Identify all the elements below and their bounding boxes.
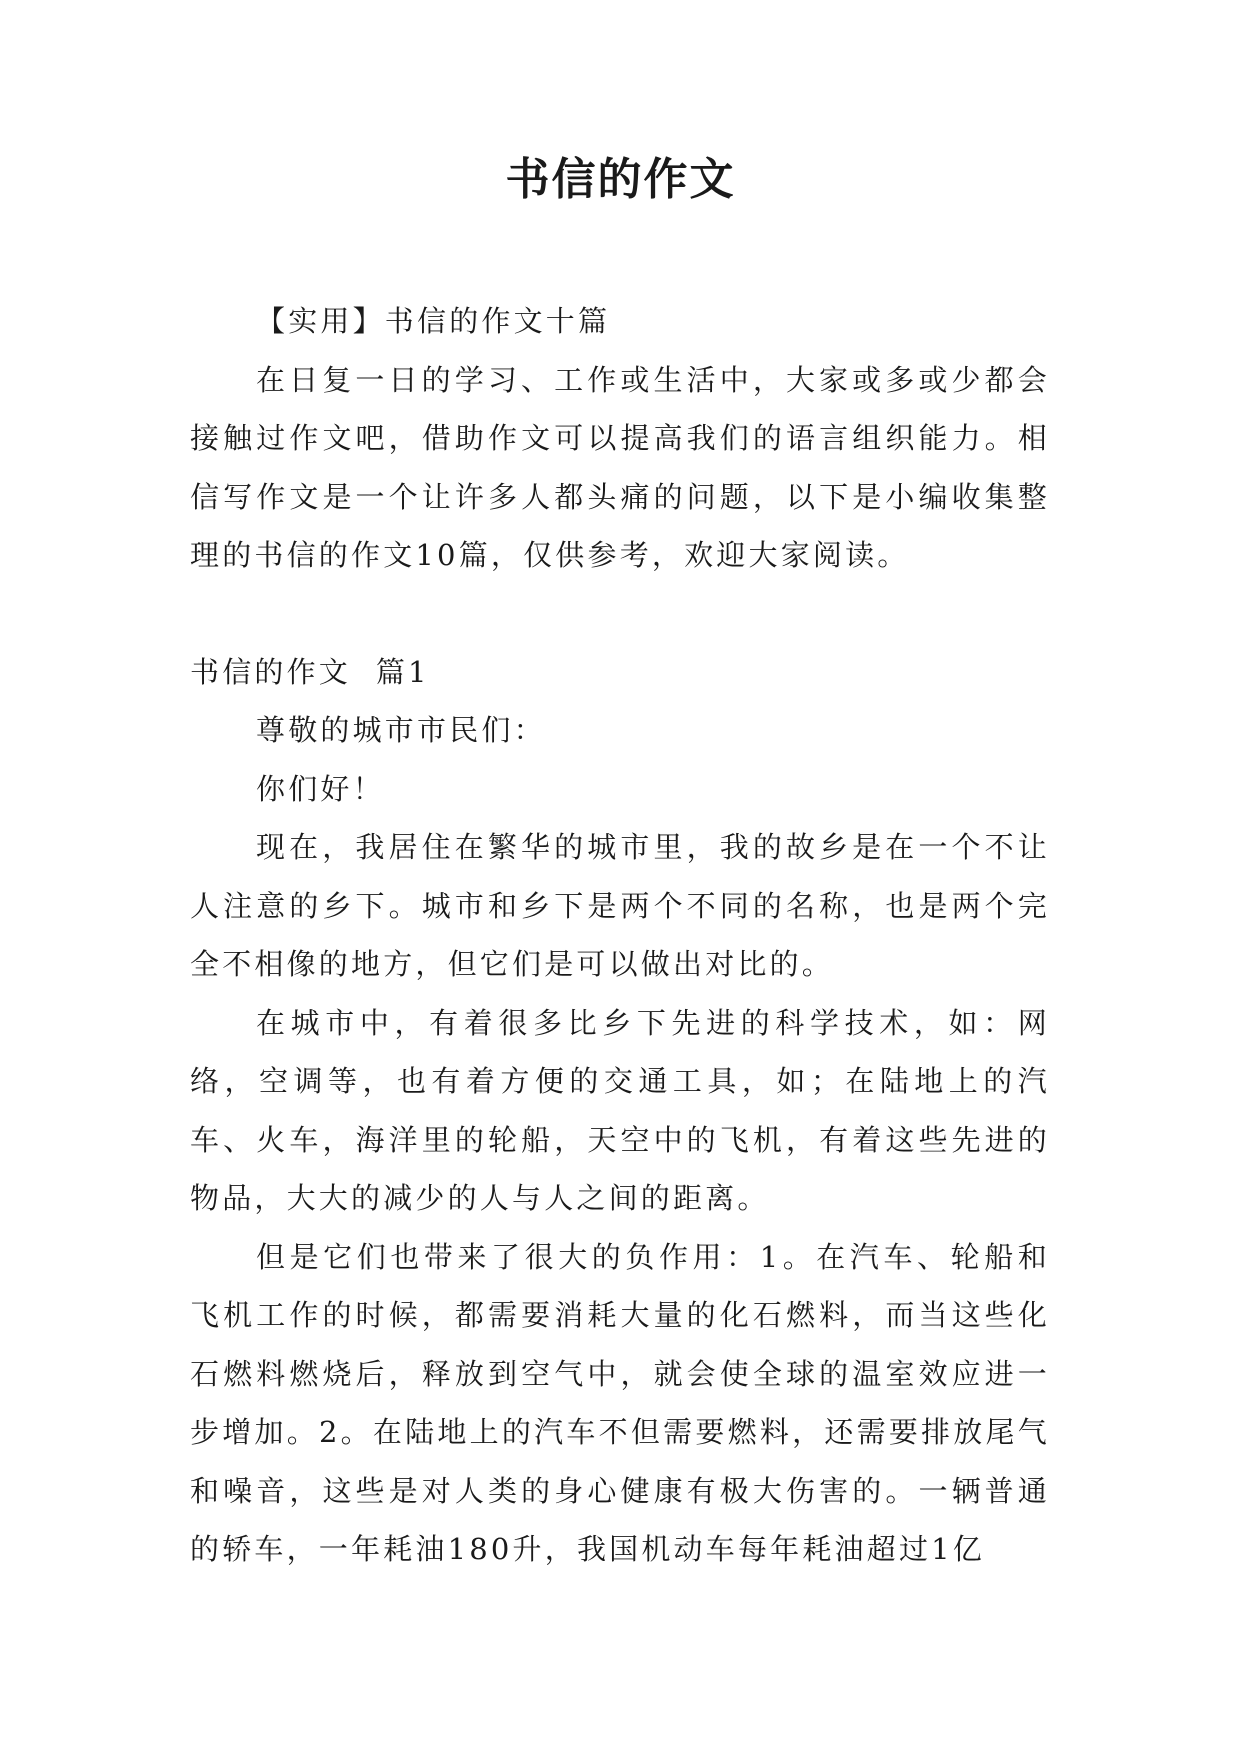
salutation: 尊敬的城市市民们：: [256, 713, 546, 747]
greeting: 你们好！: [256, 771, 385, 806]
intro-paragraph: 在日复一日的学习、工作或生活中，大家或多或少都会接触过作文吧，借助作文可以提高我们的语言组织能力。相信写作文是一个让许多人都头痛的问题，以下是小编收集整理的书信的作文10篇，仅供参考，欢迎大家阅读。: [190, 362, 1050, 572]
body-paragraph: 在城市中，有着很多比乡下先进的科学技术，如：网络，空调等，也有着方便的交通工具，如；在陆地上的汽车、火车，海洋里的轮船，天空中的飞机，有着这些先进的物品，大大的减少的人与人之间的距离。: [190, 1005, 1050, 1215]
section-heading: 书信的作文 篇1: [190, 654, 430, 689]
body-paragraph: 现在，我居住在繁华的城市里，我的故乡是在一个不让人注意的乡下。城市和乡下是两个不同的名称，也是两个完全不相像的地方，但它们是可以做出对比的。: [190, 830, 1050, 981]
body-paragraph: 但是它们也带来了很大的负作用：1。在汽车、轮船和飞机工作的时候，都需要消耗大量的化石燃料，而当这些化石燃料燃烧后，释放到空气中，就会使全球的温室效应进一步增加。2。在陆地上的汽车不但需要燃料，还需要排放尾气和噪音，这些是对人类的身心健康有极大伤害的。一辆普通的轿车，一年耗油180升，我国机动车每年耗油超过1亿: [190, 1239, 1050, 1566]
document-title: 书信的作文: [505, 154, 736, 205]
document-subtitle: 【实用】书信的作文十篇: [256, 304, 611, 338]
document-body: [190, 292, 1050, 1579]
